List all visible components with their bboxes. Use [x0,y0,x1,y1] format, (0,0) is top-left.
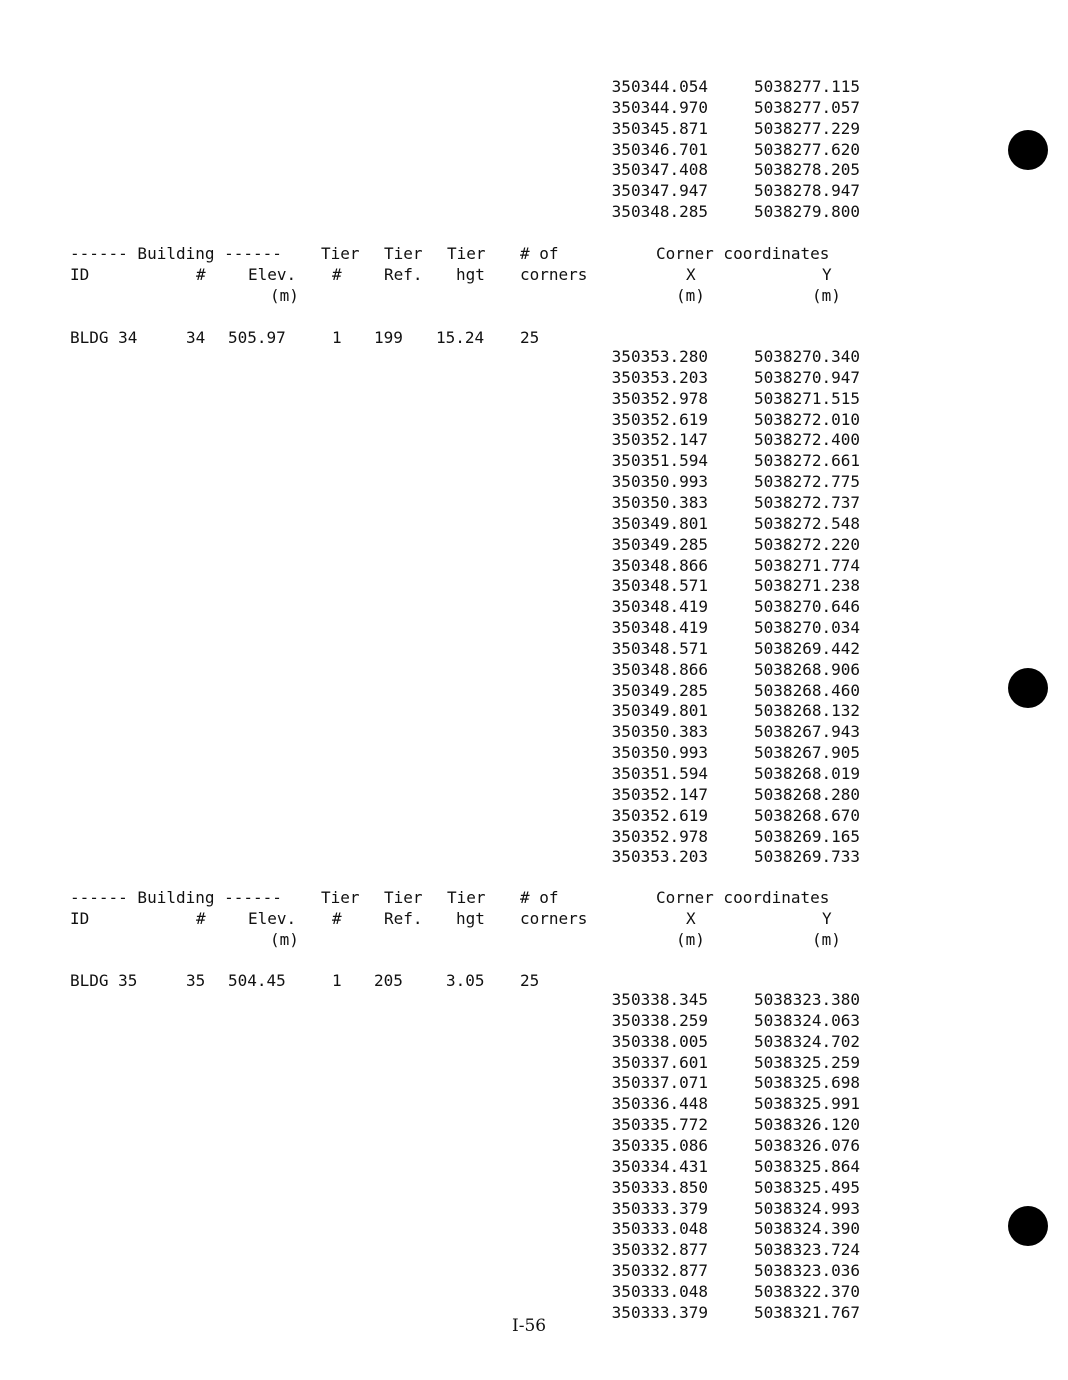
coordinate-y: 5038270.947 [754,368,860,387]
coordinate-y: 5038268.906 [754,660,860,679]
coordinate-x: 350348.419 [611,618,708,637]
coordinate-x: 350346.701 [611,140,708,159]
coordinate-x: 350333.850 [611,1178,708,1197]
coordinate-x: 350344.054 [611,77,708,96]
coordinate-y: 5038325.991 [754,1094,860,1113]
header-ref: Ref. [384,909,423,928]
coordinate-x: 350348.571 [611,639,708,658]
coordinate-y: 5038277.115 [754,77,860,96]
coordinate-x: 350352.619 [611,806,708,825]
coordinate-y: 5038268.460 [754,681,860,700]
building-number: 35 [186,971,206,990]
coordinate-x: 350351.594 [611,451,708,470]
header-tier-number: # [332,265,342,284]
binder-hole-icon [1008,668,1048,708]
building-id: BLDG 35 [70,971,138,990]
coordinate-x: 350352.619 [611,410,708,429]
coordinate-y: 5038321.767 [754,1303,860,1322]
header-id: ID [70,265,90,284]
coordinate-y: 5038277.620 [754,140,860,159]
coordinate-y: 5038326.120 [754,1115,860,1134]
coordinate-x: 350338.259 [611,1011,708,1030]
coordinate-y: 5038270.646 [754,597,860,616]
coordinate-x: 350337.071 [611,1073,708,1092]
header-y: Y [822,265,832,284]
coordinate-y: 5038323.724 [754,1240,860,1259]
coordinate-x: 350344.970 [611,98,708,117]
building-number: 34 [186,328,206,347]
coordinate-y: 5038324.993 [754,1199,860,1218]
coordinate-y: 5038272.737 [754,493,860,512]
header-x: X [686,909,696,928]
coordinate-x: 350350.383 [611,493,708,512]
header-corners: corners [520,265,588,284]
coordinate-y: 5038268.132 [754,701,860,720]
coordinate-x: 350348.419 [611,597,708,616]
header-unit: (m) [676,286,705,305]
coordinate-x: 350350.993 [611,472,708,491]
coordinate-y: 5038278.205 [754,160,860,179]
coordinate-x: 350350.383 [611,722,708,741]
coordinate-y: 5038277.229 [754,119,860,138]
tier-number: 1 [332,328,342,347]
coordinate-x: 350348.571 [611,576,708,595]
coordinate-y: 5038323.036 [754,1261,860,1280]
header-number: # [196,909,206,928]
coordinate-x: 350352.978 [611,827,708,846]
header-elev: Elev. [248,909,297,928]
header-tier-number: # [332,909,342,928]
coordinate-x: 350350.993 [611,743,708,762]
coordinate-x: 350348.866 [611,660,708,679]
corner-count: 25 [520,328,540,347]
coordinate-y: 5038269.733 [754,847,860,866]
coordinate-x: 350335.772 [611,1115,708,1134]
header-corner-coordinates: Corner coordinates [656,888,830,907]
coordinate-y: 5038326.076 [754,1136,860,1155]
tier-ref: 199 [374,328,403,347]
coordinate-y: 5038268.670 [754,806,860,825]
tier-hgt: 3.05 [446,971,485,990]
coordinate-y: 5038268.019 [754,764,860,783]
coordinate-y: 5038269.165 [754,827,860,846]
coordinate-y: 5038270.034 [754,618,860,637]
coordinate-x: 350337.601 [611,1053,708,1072]
coordinate-y: 5038267.905 [754,743,860,762]
header-unit: (m) [676,930,705,949]
header-unit: (m) [270,930,299,949]
building-elev: 505.97 [228,328,286,347]
coordinate-x: 350333.048 [611,1282,708,1301]
coordinate-x: 350338.005 [611,1032,708,1051]
coordinate-x: 350332.877 [611,1261,708,1280]
coordinate-x: 350349.285 [611,681,708,700]
header-corner-coordinates: Corner coordinates [656,244,830,263]
coordinate-y: 5038272.400 [754,430,860,449]
tier-number: 1 [332,971,342,990]
coordinate-y: 5038323.380 [754,990,860,1009]
coordinate-x: 350335.086 [611,1136,708,1155]
coordinate-y: 5038267.943 [754,722,860,741]
coordinate-x: 350333.379 [611,1303,708,1322]
coordinate-x: 350353.203 [611,847,708,866]
header-building: ------ Building ------ [70,244,282,263]
binder-hole-icon [1008,1206,1048,1246]
coordinate-x: 350352.147 [611,785,708,804]
coordinate-x: 350352.978 [611,389,708,408]
coordinate-y: 5038271.774 [754,556,860,575]
coordinate-y: 5038325.698 [754,1073,860,1092]
coordinate-x: 350348.866 [611,556,708,575]
header-corners: corners [520,909,588,928]
coordinate-x: 350347.947 [611,181,708,200]
header-building: ------ Building ------ [70,888,282,907]
coordinate-y: 5038272.220 [754,535,860,554]
coordinate-y: 5038270.340 [754,347,860,366]
coordinate-y: 5038279.800 [754,202,860,221]
coordinate-y: 5038268.280 [754,785,860,804]
coordinate-y: 5038277.057 [754,98,860,117]
header-elev: Elev. [248,265,297,284]
coordinate-x: 350347.408 [611,160,708,179]
header-tier: Tier [384,244,423,263]
coordinate-y: 5038272.548 [754,514,860,533]
header-ref: Ref. [384,265,423,284]
building-elev: 504.45 [228,971,286,990]
header-num-of: # of [520,244,559,263]
header-tier: Tier [321,888,360,907]
header-unit: (m) [812,286,841,305]
header-hgt: hgt [456,265,485,284]
coordinate-y: 5038272.661 [754,451,860,470]
coordinate-x: 350349.801 [611,701,708,720]
page-number: I-56 [512,1316,547,1336]
header-unit: (m) [270,286,299,305]
coordinate-x: 350353.280 [611,347,708,366]
header-tier: Tier [447,244,486,263]
coordinate-x: 350348.285 [611,202,708,221]
coordinate-x: 350349.801 [611,514,708,533]
coordinate-y: 5038324.063 [754,1011,860,1030]
corner-count: 25 [520,971,540,990]
coordinate-x: 350334.431 [611,1157,708,1176]
coordinate-x: 350338.345 [611,990,708,1009]
header-tier: Tier [384,888,423,907]
header-tier: Tier [321,244,360,263]
coordinate-x: 350352.147 [611,430,708,449]
coordinate-x: 350333.379 [611,1199,708,1218]
header-unit: (m) [812,930,841,949]
coordinate-x: 350336.448 [611,1094,708,1113]
coordinate-x: 350333.048 [611,1219,708,1238]
coordinate-y: 5038325.495 [754,1178,860,1197]
header-hgt: hgt [456,909,485,928]
building-id: BLDG 34 [70,328,138,347]
coordinate-y: 5038278.947 [754,181,860,200]
tier-hgt: 15.24 [436,328,485,347]
header-y: Y [822,909,832,928]
binder-hole-icon [1008,130,1048,170]
coordinate-x: 350349.285 [611,535,708,554]
header-tier: Tier [447,888,486,907]
coordinate-x: 350332.877 [611,1240,708,1259]
coordinate-y: 5038325.259 [754,1053,860,1072]
coordinate-y: 5038324.390 [754,1219,860,1238]
coordinate-x: 350351.594 [611,764,708,783]
coordinate-y: 5038271.238 [754,576,860,595]
tier-ref: 205 [374,971,403,990]
coordinate-y: 5038269.442 [754,639,860,658]
coordinate-y: 5038272.010 [754,410,860,429]
header-id: ID [70,909,90,928]
coordinate-y: 5038322.370 [754,1282,860,1301]
coordinate-x: 350353.203 [611,368,708,387]
coordinate-x: 350345.871 [611,119,708,138]
coordinate-y: 5038324.702 [754,1032,860,1051]
header-x: X [686,265,696,284]
header-num-of: # of [520,888,559,907]
coordinate-y: 5038272.775 [754,472,860,491]
coordinate-y: 5038325.864 [754,1157,860,1176]
header-number: # [196,265,206,284]
coordinate-y: 5038271.515 [754,389,860,408]
